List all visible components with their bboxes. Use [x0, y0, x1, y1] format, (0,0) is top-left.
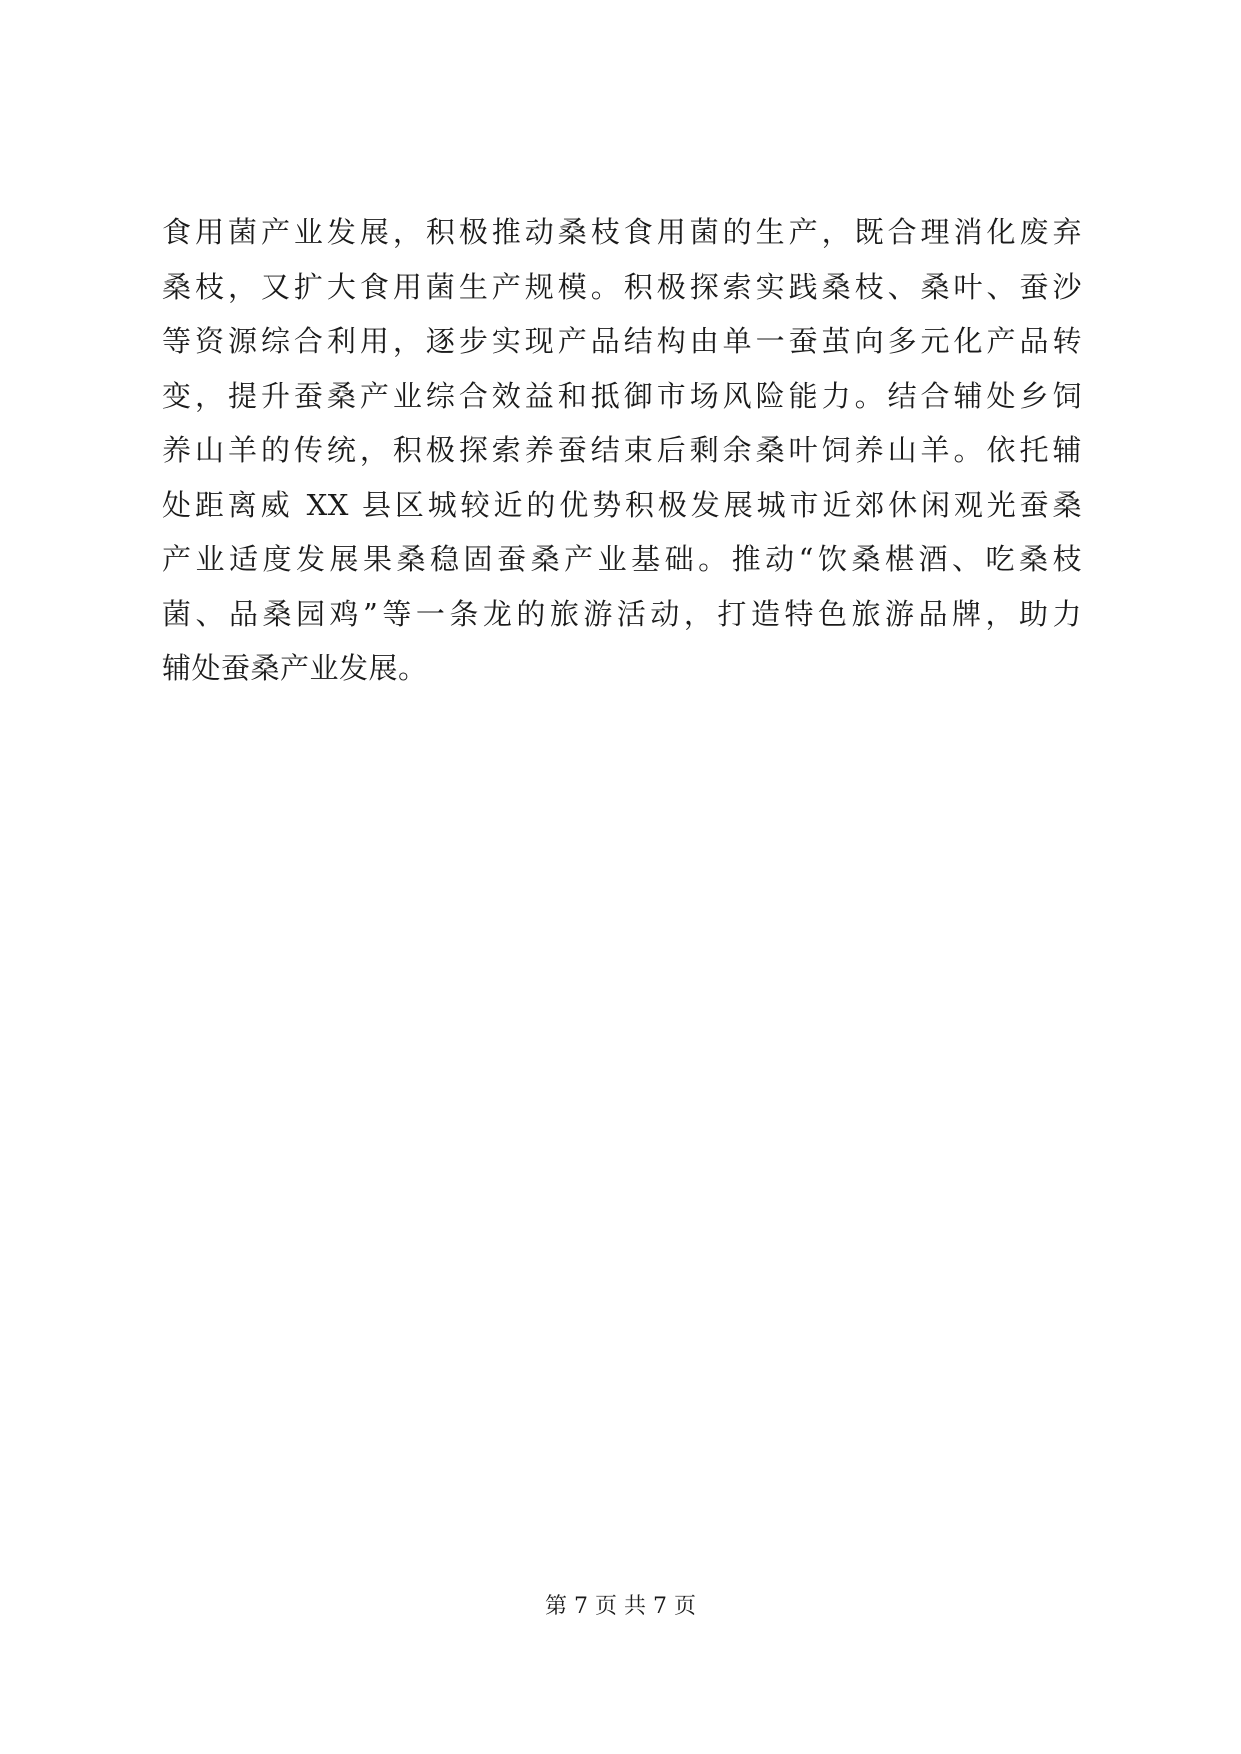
paragraph-line-1: 食用菌产业发展，积极推动桑枝食用菌的生产，既合理消化废弃 — [162, 215, 1082, 249]
paragraph-line-4: 变，提升蚕桑产业综合效益和抵御市场风险能力。结合辅处乡饲 — [162, 378, 1082, 413]
page-number-footer: 第 7 页 共 7 页 — [545, 1594, 696, 1619]
body-paragraph — [162, 205, 1082, 696]
paragraph-line-9: 辅处蚕桑产业发展。 — [162, 651, 428, 685]
paragraph-line-3: 等资源综合利用，逐步实现产品结构由单一蚕茧向多元化产品转 — [162, 324, 1082, 358]
paragraph-line-7: 产业适度发展果桑稳固蚕桑产业基础。推动“饮桑椹酒、吃桑枝 — [162, 542, 1082, 576]
paragraph-line-6: 处距离威 XX 县区城较近的优势积极发展城市近郊休闲观光蚕桑 — [162, 487, 1082, 522]
paragraph-line-2: 桑枝，又扩大食用菌生产规模。积极探索实践桑枝、桑叶、蚕沙 — [162, 269, 1082, 304]
paragraph-line-5: 养山羊的传统，积极探索养蚕结束后剩余桑叶饲养山羊。依托辅 — [162, 433, 1082, 467]
paragraph-line-8: 菌、品桑园鸡”等一条龙的旅游活动，打造特色旅游品牌，助力 — [162, 596, 1082, 631]
